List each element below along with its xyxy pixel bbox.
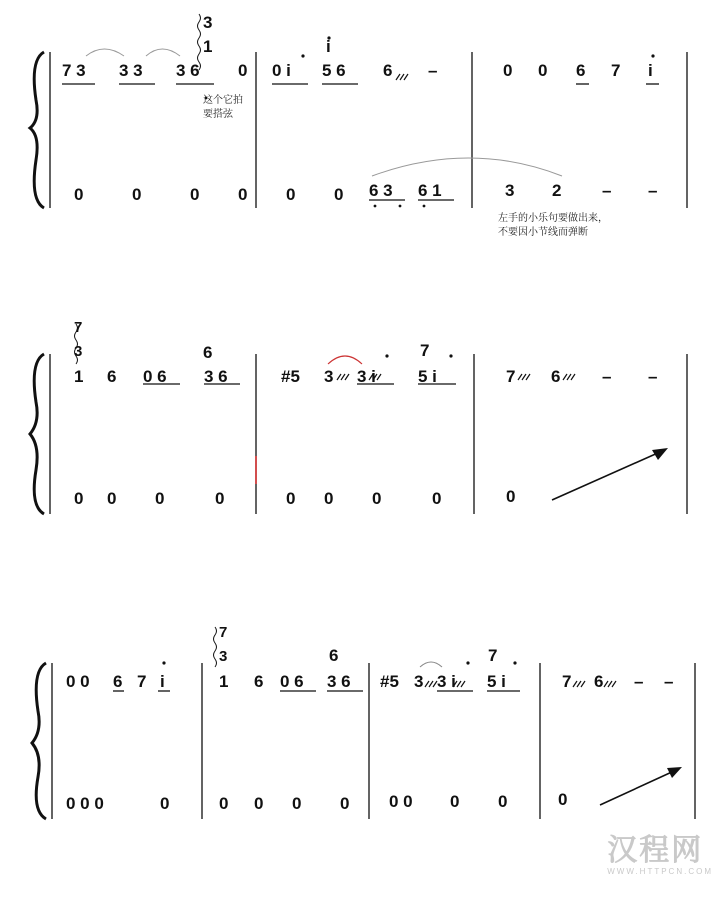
note: 0: [324, 489, 334, 508]
note: 0: [215, 489, 225, 508]
grand-staff-brace: [30, 52, 44, 208]
note: 6: [383, 61, 393, 80]
note: 2: [552, 181, 562, 200]
note: 0: [432, 489, 442, 508]
note: 0: [254, 794, 264, 813]
note: #5: [281, 367, 300, 386]
note: 6: [107, 367, 117, 386]
note: 0: [219, 794, 229, 813]
note-group: 0 0: [66, 672, 90, 691]
chord-note: 6: [203, 343, 213, 362]
note: 0: [238, 185, 248, 204]
note: 0: [155, 489, 165, 508]
performance-annotation: 这个它拍 要搭弦: [203, 95, 243, 120]
chord-note: 7: [219, 624, 228, 641]
note: 7: [562, 672, 572, 691]
note: 0: [450, 792, 460, 811]
note: 0: [190, 185, 200, 204]
high-dot: [466, 661, 469, 664]
arrow-head: [652, 448, 668, 460]
note: 6: [594, 672, 604, 691]
tremolo-mark: [563, 374, 575, 380]
note: 0: [286, 489, 296, 508]
note: 7: [137, 672, 147, 691]
score-system-1: [0, 0, 727, 260]
note: 0: [160, 794, 170, 813]
chord-note: 3: [219, 648, 228, 665]
chord-note: 7: [488, 646, 498, 665]
chord-note: 7: [420, 341, 430, 360]
crescendo-arrow: [600, 771, 674, 805]
tie: [86, 49, 124, 56]
note: 3: [414, 672, 424, 691]
note-group: 7 3: [62, 61, 86, 80]
note-group: 6 3: [369, 181, 393, 200]
dash: –: [648, 367, 658, 386]
tie: [328, 356, 362, 364]
chord-note: 1: [203, 37, 213, 56]
note: 0: [238, 61, 248, 80]
note-group: 0 0 0: [66, 794, 104, 813]
note: 0: [340, 794, 350, 813]
dash: –: [634, 672, 644, 691]
note: i: [160, 672, 165, 691]
high-dot: [162, 661, 165, 664]
note-group: 5 6: [322, 61, 346, 80]
note-group: 3 i: [437, 672, 456, 691]
note: 0: [503, 61, 513, 80]
tremolo-mark: [604, 681, 616, 687]
high-dot: [513, 661, 516, 664]
high-dot: [449, 354, 452, 357]
note-group: 0 6: [143, 367, 167, 386]
note: 0: [372, 489, 382, 508]
note: 0: [132, 185, 142, 204]
chord-note: 1: [219, 672, 229, 691]
grand-staff-brace: [30, 354, 44, 514]
note: 0: [107, 489, 117, 508]
chord-note: i: [326, 37, 331, 56]
note-group: 5 i: [418, 367, 437, 386]
tremolo-mark: [573, 681, 585, 687]
note: 0: [538, 61, 548, 80]
note: 0: [292, 794, 302, 813]
note-group: 3 i: [357, 367, 376, 386]
note: 6: [254, 672, 264, 691]
grand-staff-brace: [32, 663, 46, 819]
note: 6: [113, 672, 123, 691]
note: 7: [611, 61, 621, 80]
note: 3: [324, 367, 334, 386]
phrase-slur: [372, 158, 562, 176]
high-dot: [651, 54, 654, 57]
note-group: 6 1: [418, 181, 442, 200]
note: i: [648, 61, 653, 80]
note: 6: [551, 367, 561, 386]
high-dot: [301, 54, 304, 57]
low-dot: [423, 205, 426, 208]
dash: –: [428, 61, 438, 80]
tremolo-mark: [518, 374, 530, 380]
note: 6: [576, 61, 586, 80]
site-watermark: [607, 825, 713, 876]
note-group: 0 0: [389, 792, 413, 811]
note: 0: [286, 185, 296, 204]
system-3-lines: [0, 605, 727, 835]
note-group: 3 6: [204, 367, 228, 386]
dash: –: [664, 672, 674, 691]
note: 0: [498, 792, 508, 811]
note-group: 3 6: [176, 61, 200, 80]
tie: [146, 49, 180, 56]
note-group: 3 6: [327, 672, 351, 691]
score-system-3: [0, 605, 727, 835]
dash: –: [602, 367, 612, 386]
note: 7: [506, 367, 516, 386]
system-1-lines: [0, 0, 727, 260]
watermark-name: 汉程网: [607, 833, 704, 868]
note-group: 5 i: [487, 672, 506, 691]
arrow-head: [667, 767, 682, 778]
note: 0: [74, 489, 84, 508]
arpeggio-mark: [214, 627, 217, 667]
score-system-2: [0, 300, 727, 530]
chord-note: 3: [74, 343, 83, 360]
crescendo-arrow: [552, 452, 660, 500]
note: 0: [334, 185, 344, 204]
tremolo-mark: [337, 374, 349, 380]
note-group: 3 3: [119, 61, 143, 80]
dash: –: [602, 181, 612, 200]
low-dot: [399, 205, 402, 208]
low-dot: [374, 205, 377, 208]
chord-note: 1: [74, 367, 84, 386]
note: 0: [74, 185, 84, 204]
watermark-url: WWW.HTTPCN.COM: [607, 867, 713, 876]
chord-note: 7: [74, 319, 83, 336]
note: #5: [380, 672, 399, 691]
performance-annotation: 左手的小乐句要做出来， 不要因小节线而弹断: [498, 213, 608, 238]
dash: –: [648, 181, 658, 200]
chord-note: 6: [329, 646, 339, 665]
note-group: 0 6: [280, 672, 304, 691]
tie: [420, 662, 442, 667]
note: 0: [558, 790, 568, 809]
note: 3: [505, 181, 515, 200]
tremolo-mark: [425, 681, 437, 687]
chord-note: 3: [203, 13, 213, 32]
note: 0: [506, 487, 516, 506]
high-dot: [385, 354, 388, 357]
note-group: 0 i: [272, 61, 291, 80]
tremolo-mark: [396, 74, 408, 80]
